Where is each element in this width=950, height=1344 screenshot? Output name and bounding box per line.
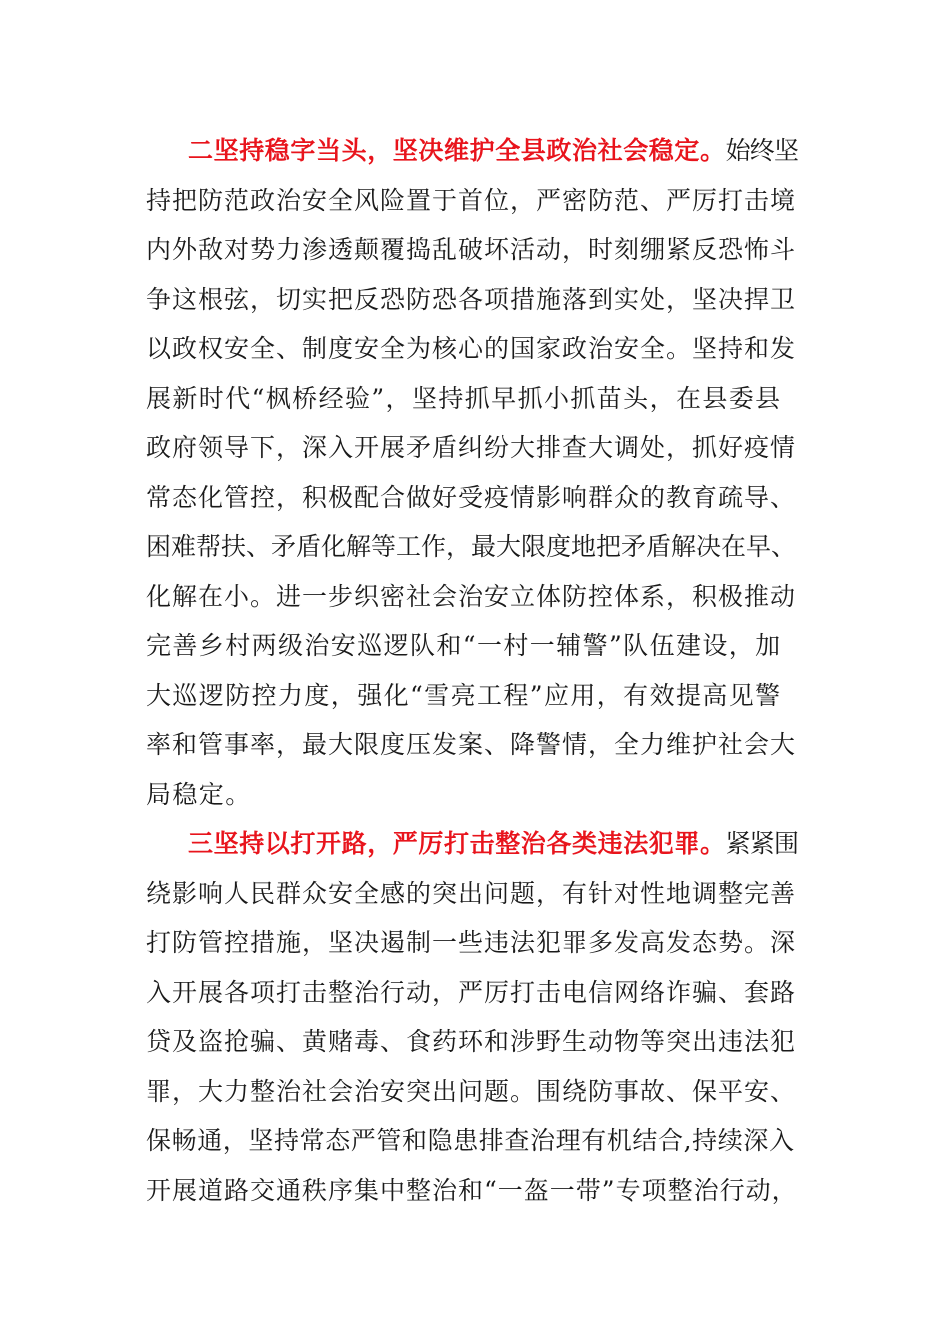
paragraph-line	[146, 126, 798, 176]
paragraph-line: 局稳定。	[146, 779, 252, 809]
paragraph-crackdown	[146, 819, 798, 1215]
paragraph-line: 绕影响人民群众安全感的突出问题，有针对性地调整完善	[146, 878, 797, 908]
paragraph-line: 保畅通，坚持常态严管和隐患排查治理有机结合,持续深入	[146, 1126, 795, 1155]
document-body	[146, 126, 798, 1215]
section-heading: 二坚持稳字当头，坚决维护全县政治社会稳定。	[188, 136, 726, 165]
paragraph-line: 贷及盗抢骗、黄赌毒、食药环和涉野生动物等突出违法犯	[146, 1027, 797, 1056]
paragraph-line: 入开展各项打击整治行动，严厉打击电信网络诈骗、套路	[146, 977, 797, 1007]
paragraph-line: 化解在小。进一步织密社会治安立体防控体系，积极推动	[146, 581, 797, 611]
paragraph-line: 困难帮扶、矛盾化解等工作，最大限度地把矛盾解决在早、	[146, 532, 797, 561]
paragraph-line: 政府领导下，深入开展矛盾纠纷大排查大调处，抓好疫情	[146, 433, 797, 462]
paragraph-line: 率和管事率，最大限度压发案、降警情，全力维护社会大	[146, 730, 797, 759]
paragraph-line: 完善乡村两级治安巡逻队和“一村一辅警”队伍建设，加	[146, 631, 782, 660]
paragraph-text: 始终坚	[725, 136, 799, 165]
paragraph-line: 持把防范政治安全风险置于首位，严密防范、严厉打击境	[146, 185, 797, 215]
paragraph-line: 开展道路交通秩序集中整治和“一盔一带”专项整治行动，	[146, 1175, 798, 1205]
paragraph-line: 大巡逻防控力度，强化“雪亮工程”应用，有效提高见警	[146, 680, 782, 710]
paragraph-line	[146, 819, 798, 869]
paragraph-line: 常态化管控，积极配合做好受疫情影响群众的教育疏导、	[146, 482, 797, 512]
paragraph-line: 展新时代“枫桥经验”，坚持抓早抓小抓苗头，在县委县	[146, 383, 782, 413]
paragraph-line: 打防管控措施，坚决遏制一些违法犯罪多发高发态势。深	[146, 928, 797, 957]
paragraph-line: 罪，大力整治社会治安突出问题。围绕防事故、保平安、	[146, 1076, 797, 1106]
paragraph-text: 紧紧围	[725, 829, 799, 858]
section-heading: 三坚持以打开路，严厉打击整治各类违法犯罪。	[188, 829, 726, 858]
paragraph-stability	[146, 126, 798, 819]
paragraph-line: 内外敌对势力渗透颠覆捣乱破坏活动，时刻绷紧反恐怖斗	[146, 235, 797, 264]
paragraph-line: 以政权安全、制度安全为核心的国家政治安全。坚持和发	[146, 334, 797, 363]
paragraph-line: 争这根弦，切实把反恐防恐各项措施落到实处，坚决捍卫	[146, 284, 797, 314]
